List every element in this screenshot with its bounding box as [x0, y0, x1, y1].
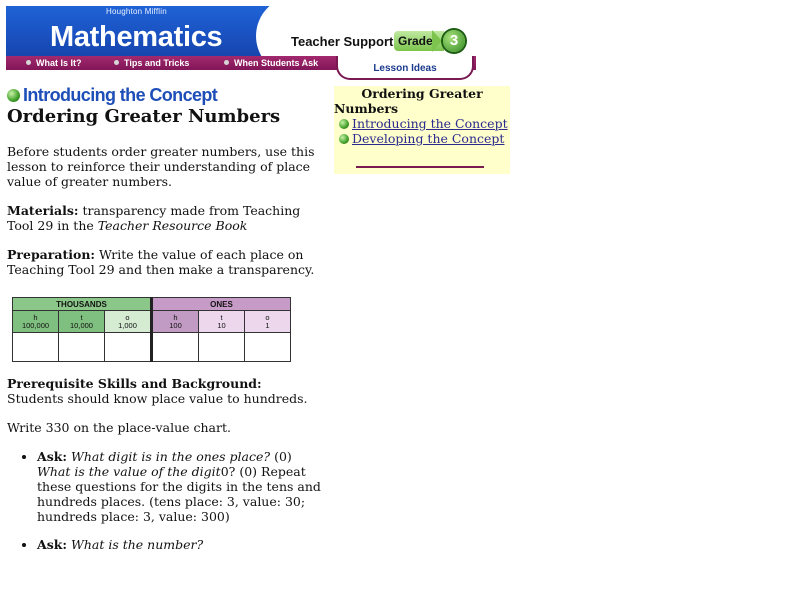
bullet-dot-icon	[224, 60, 229, 65]
chart-empty-cell	[105, 333, 152, 362]
materials-label: Materials:	[7, 203, 79, 218]
chart-group-ones: ONES	[152, 298, 291, 311]
chart-column-header: t 10,000	[59, 311, 105, 333]
grade-badge[interactable]: 3	[443, 30, 465, 52]
prereq-paragraph	[7, 376, 325, 406]
publisher-name: Houghton Mifflin	[106, 7, 167, 16]
bullet-dot-icon	[26, 60, 31, 65]
chart-empty-cell	[59, 333, 105, 362]
list-item: • Ask: What is the number?	[37, 537, 325, 552]
prereq-label: Prerequisite Skills and Background:	[7, 376, 262, 391]
chart-empty-cell	[152, 333, 199, 362]
ask-list	[7, 449, 325, 552]
write-instruction: Write 330 on the place-value chart.	[7, 420, 231, 435]
page-title: Ordering Greater Numbers	[7, 106, 281, 127]
teacher-support-link[interactable]: Teacher Support	[291, 34, 394, 49]
chart-column-header: h 100,000	[13, 311, 59, 333]
link-introducing-the-concept[interactable]: Introducing the Concept	[339, 116, 510, 131]
materials-book: Teacher Resource Book	[97, 218, 248, 233]
lesson-ideas-panel	[334, 86, 510, 174]
grade-label[interactable]: Grade	[394, 31, 444, 51]
green-bullet-icon	[339, 119, 349, 129]
chart-column-header: o 1	[245, 311, 291, 333]
main-content	[7, 84, 325, 565]
panel-divider	[356, 166, 484, 168]
brand-logo-text[interactable]: Mathematics	[50, 21, 223, 53]
nav-item-what-is-it[interactable]: What Is It?	[26, 56, 82, 70]
prereq-text: Students should know place value to hundreds.	[7, 391, 308, 406]
chart-empty-cell	[199, 333, 245, 362]
tab-lesson-ideas[interactable]: Lesson Ideas	[336, 56, 474, 80]
preparation-label: Preparation:	[7, 247, 96, 262]
green-bullet-icon	[339, 134, 349, 144]
green-bullet-icon	[7, 89, 20, 102]
chart-group-thousands: THOUSANDS	[13, 298, 152, 311]
section-heading: Introducing the Concept	[7, 84, 325, 106]
chart-empty-cell	[13, 333, 59, 362]
chart-column-header: h 100	[152, 311, 199, 333]
chart-column-header: o 1,000	[105, 311, 152, 333]
panel-title: Ordering Greater Numbers	[334, 86, 483, 116]
header-banner	[6, 6, 476, 56]
preparation-text: Write the value of each place on Teaching Tool 29 and then make a transparency.	[7, 247, 315, 277]
link-developing-the-concept[interactable]: Developing the Concept	[339, 131, 510, 146]
preparation-paragraph	[7, 247, 325, 277]
place-value-chart	[12, 297, 291, 362]
materials-paragraph	[7, 203, 325, 233]
nav-item-when-students-ask[interactable]: When Students Ask	[224, 56, 318, 70]
chart-empty-cell	[245, 333, 291, 362]
intro-paragraph: Before students order greater numbers, use this lesson to reinforce their understanding of place value of greater numbers.	[7, 144, 315, 189]
grade-arrow-icon	[432, 30, 442, 52]
chart-column-header: t 10	[199, 311, 245, 333]
materials-text: transparency made from Teaching Tool 29 in the	[7, 203, 301, 233]
nav-item-tips-and-tricks[interactable]: Tips and Tricks	[114, 56, 189, 70]
bullet-dot-icon	[114, 60, 119, 65]
list-item: • Ask: What digit is in the ones place? (0) What is the value of the digit0? (0) Repeat these questions for the digits in the tens and hundreds places. (tens place: 3, value: 30; hundreds place: 3, value: 300)	[37, 449, 325, 524]
